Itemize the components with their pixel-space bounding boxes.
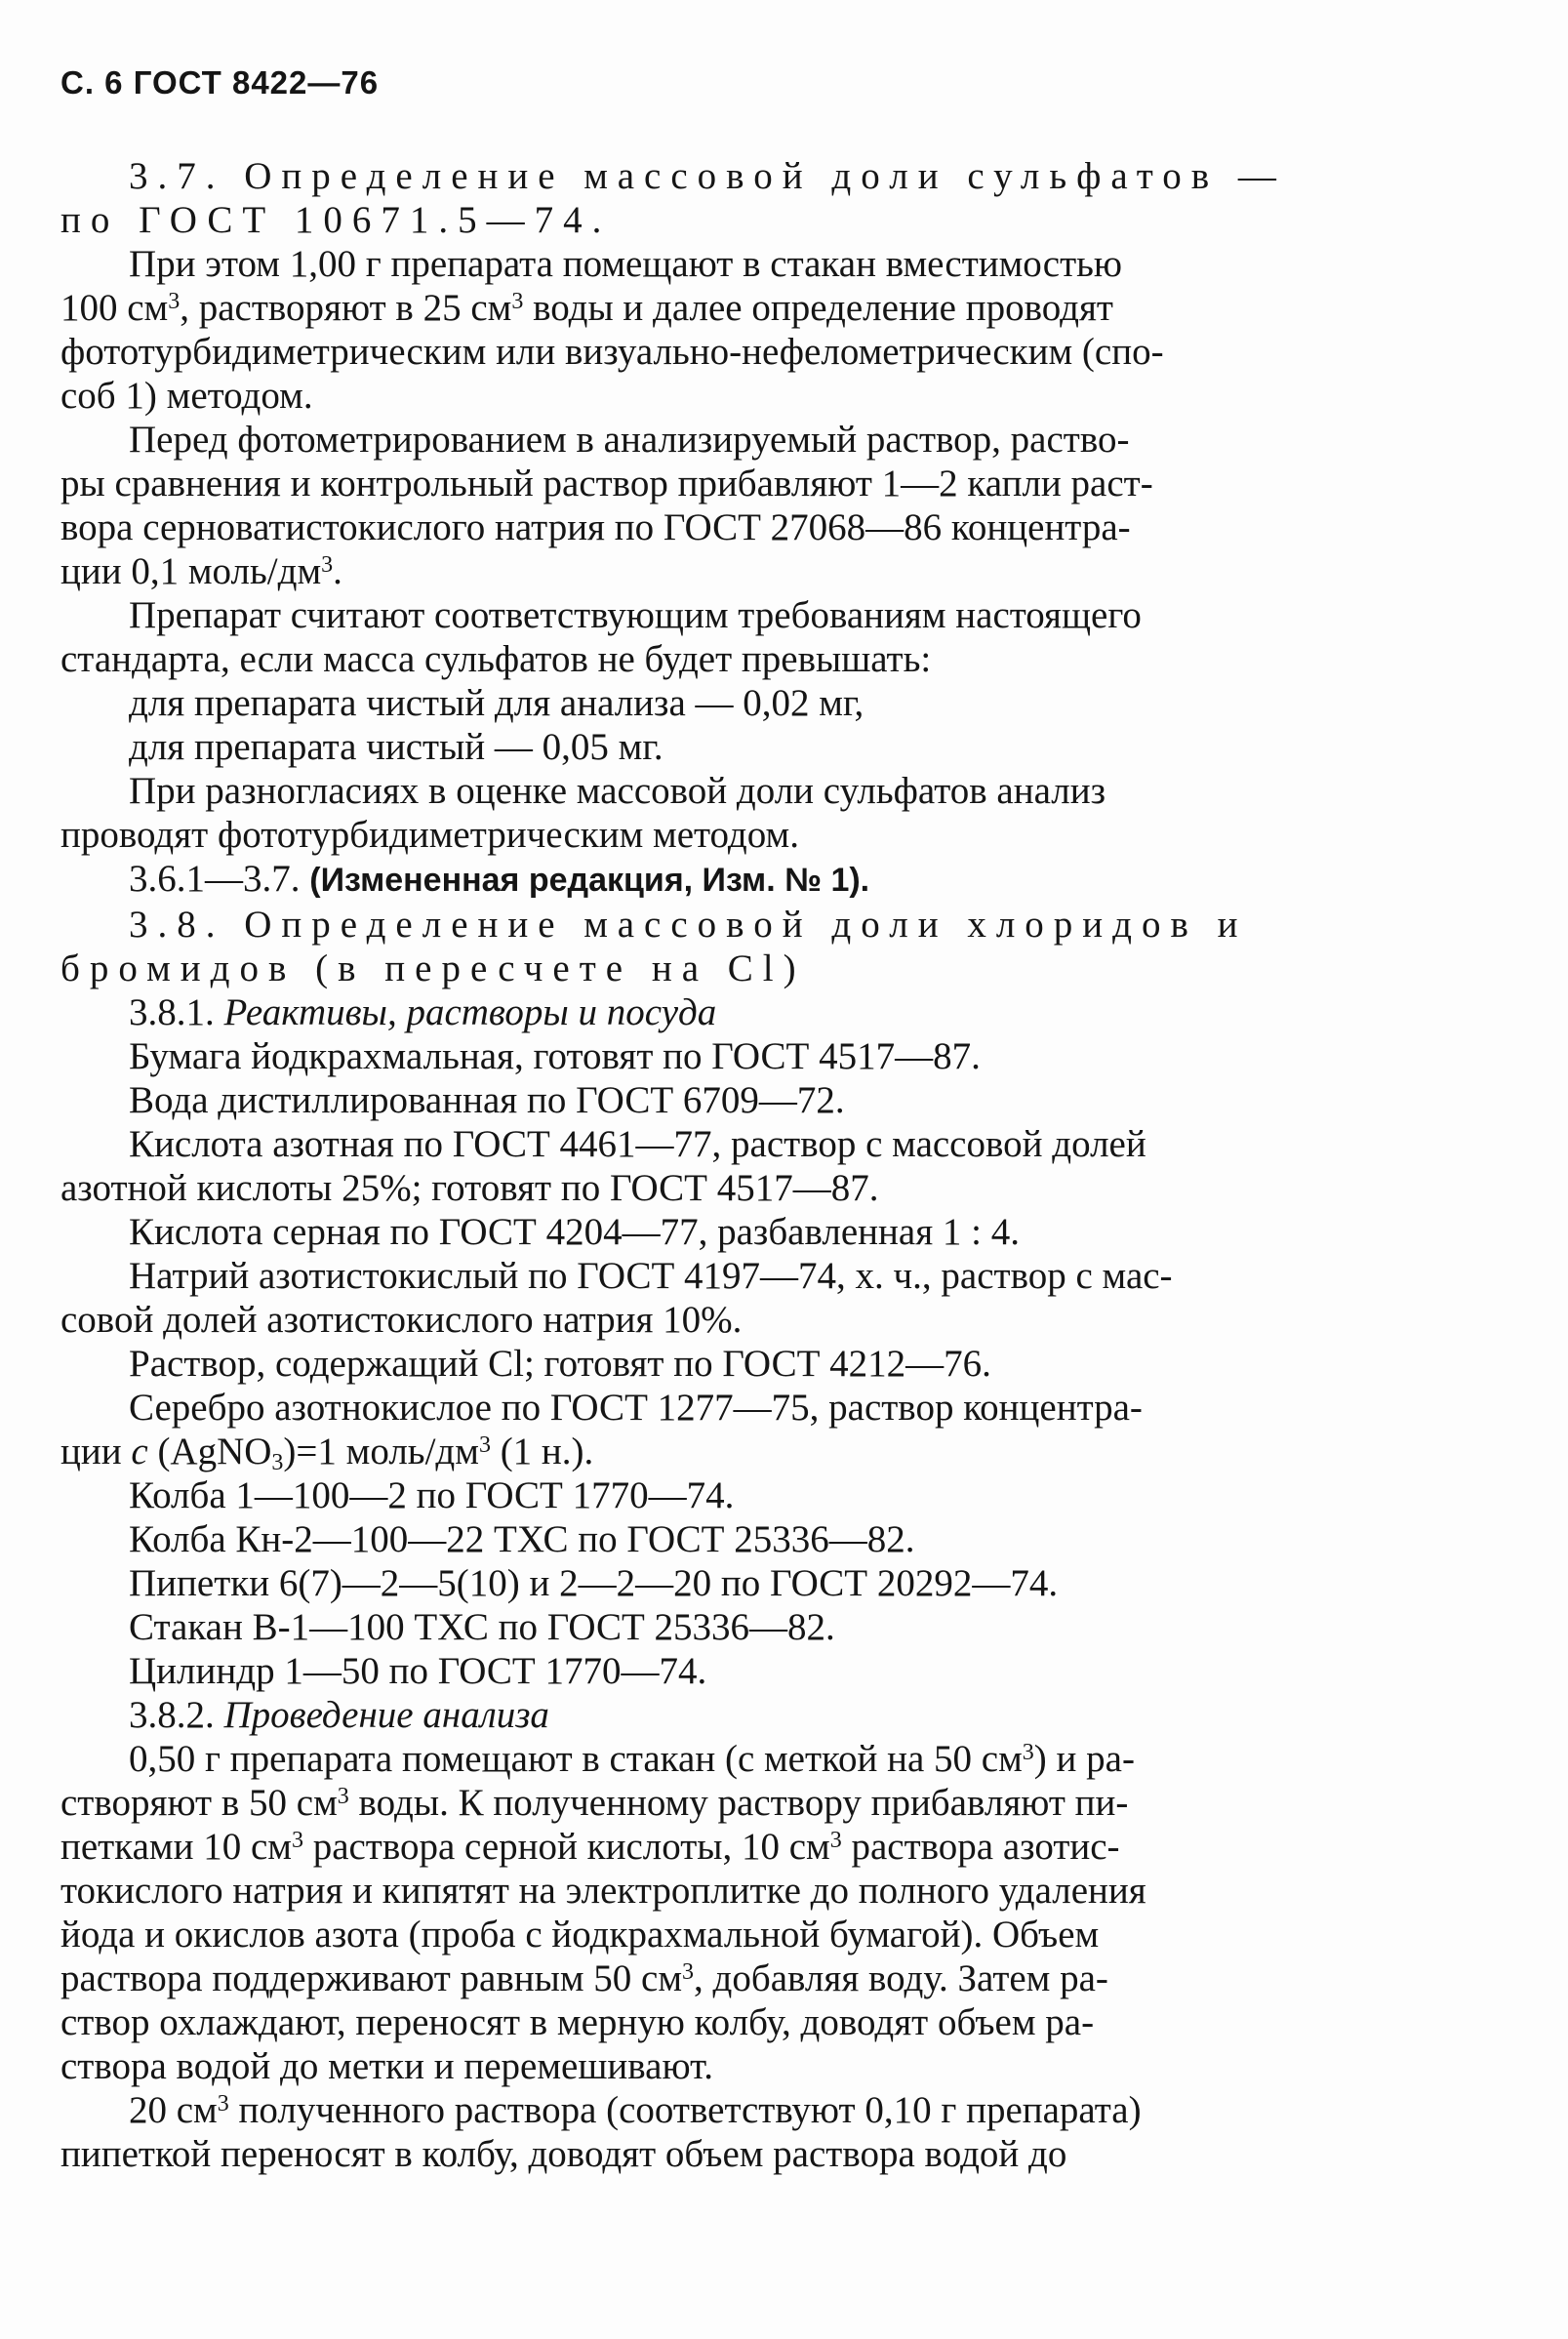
text-line: 100 $см^3$, растворяют в 25 $см^3$ воды и далее определение проводят [60,287,1113,329]
text-line: При разногласиях в оценке массовой доли сульфатов анализ [129,770,1106,812]
page-header: С. 6 ГОСТ 8422—76 [60,64,380,101]
reagent-item: Серебро азотнокислое по ГОСТ 1277—75, раствор концентра- [129,1387,1143,1429]
text-line: ции 0,1 моль/$дм^3$. [60,550,342,592]
text-line: створа водой до метки и перемешивают. [60,2045,713,2087]
amendment-note: 3.6.1—3.7. (Измененная редакция, Изм. № 1). [129,858,870,900]
text-line: Препарат считают соответствующим требованиям настоящего [129,594,1142,636]
text-line: фототурбидиметрическим или визуально-нефелометрическим (спо- [60,331,1164,373]
text-line: для препарата чистый для анализа — 0,02 мг, [129,682,864,724]
reagent-item: Бумага йодкрахмальная, готовят по ГОСТ 4517—87. [129,1035,981,1077]
section-3-8-title: 3.8. Определение массовой доли хлоридов и [129,904,1248,946]
equipment-item: Пипетки 6(7)—2—5(10) и 2—2—20 по ГОСТ 20292—74. [129,1562,1059,1604]
reagent-item: Кислота азотная по ГОСТ 4461—77, раствор с массовой долей [129,1123,1146,1165]
reagent-item: Вода дистиллированная по ГОСТ 6709—72. [129,1079,845,1121]
text-line: Перед фотометрированием в анализируемый раствор, раство- [129,419,1130,461]
document-body [60,154,1427,2176]
reagent-item-cont: ции c (AgNO$_3$)=1 моль/$дм^3$ (1 н.). [60,1431,594,1475]
section-3-8-title-cont: бромидов (в пересчете на Cl) [60,948,806,989]
reagent-item-cont: совой долей азотистокислого натрия 10%. [60,1299,743,1341]
reagent-item: Раствор, содержащий Cl; готовят по ГОСТ 4212—76. [129,1343,991,1385]
text-line: петками 10 $см^3$ раствора серной кислоты, 10 $см^3$ раствора азотис- [60,1826,1120,1868]
text-line: вора серноватистокислого натрия по ГОСТ 27068—86 концентра- [60,506,1131,548]
text-line: для препарата чистый — 0,05 мг. [129,726,663,768]
text-line: пипеткой переносят в колбу, доводят объем раствора водой до [60,2133,1067,2175]
text-line: створ охлаждают, переносят в мерную колбу, доводят объем ра- [60,2001,1095,2043]
reagent-item-cont: азотной кислоты 25%; готовят по ГОСТ 4517—87. [60,1167,879,1209]
text-line: токислого натрия и кипятят на электроплитке до полного удаления [60,1870,1146,1912]
text-line: раствора поддерживают равным 50 $см^3$, добавляя воду. Затем ра- [60,1957,1108,1999]
text-line: йода и окислов азота (проба с йодкрахмальной бумагой). Объем [60,1914,1100,1956]
section-3-7-title: 3.7. Определение массовой доли сульфатов — [129,155,1286,197]
text-line: соб 1) методом. [60,375,313,417]
subsection-3-8-2: 3.8.2. Проведение анализа [129,1694,549,1736]
text-line: створяют в 50 $см^3$ воды. К полученному раствору прибавляют пи- [60,1782,1129,1824]
subsection-3-8-1: 3.8.1. Реактивы, растворы и посуда [129,991,717,1033]
equipment-item: Цилиндр 1—50 по ГОСТ 1770—74. [129,1650,707,1692]
reagent-item: Кислота серная по ГОСТ 4204—77, разбавленная 1 : 4. [129,1211,1020,1253]
text-line: 0,50 г препарата помещают в стакан (с меткой на 50 $см^3$) и ра- [129,1738,1135,1780]
text-line: При этом 1,00 г препарата помещают в стакан вместимостью [129,243,1123,285]
section-3-7-title-cont: по ГОСТ 10671.5—74. [60,199,612,241]
equipment-item: Колба Кн-2—100—22 ТХС по ГОСТ 25336—82. [129,1518,915,1560]
equipment-item: Стакан В-1—100 ТХС по ГОСТ 25336—82. [129,1606,835,1648]
text-line: 20 $см^3$ полученного раствора (соответствуют 0,10 г препарата) [129,2089,1142,2131]
reagent-item: Натрий азотистокислый по ГОСТ 4197—74, х. ч., раствор с мас- [129,1255,1173,1297]
text-line: проводят фототурбидиметрическим методом. [60,814,799,856]
text-line: ры сравнения и контрольный раствор прибавляют 1—2 капли раст- [60,463,1153,504]
text-line: стандарта, если масса сульфатов не будет превышать: [60,638,932,680]
equipment-item: Колба 1—100—2 по ГОСТ 1770—74. [129,1474,735,1516]
